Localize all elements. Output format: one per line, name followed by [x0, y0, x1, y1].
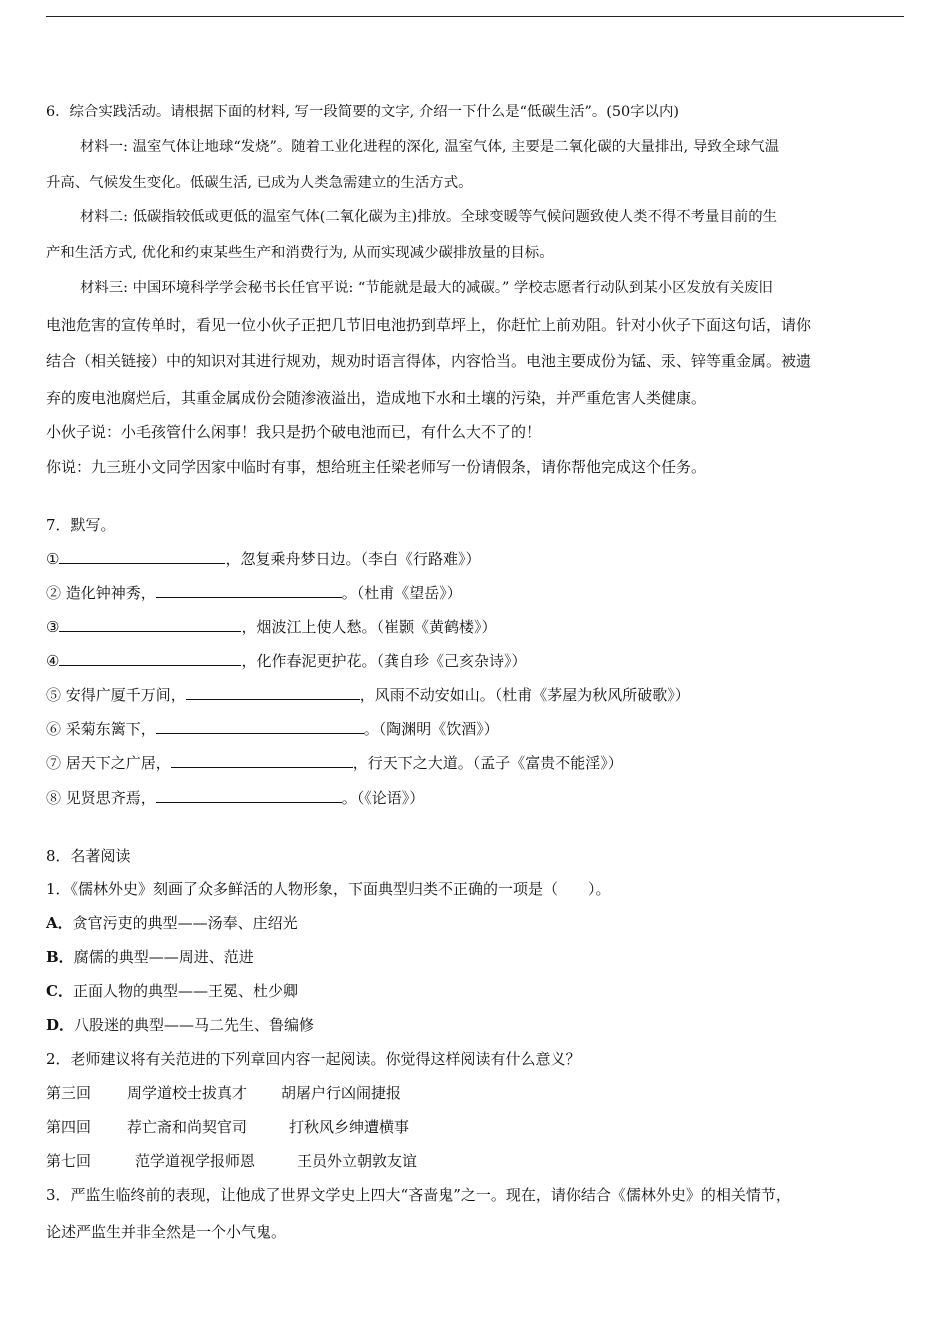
option-c[interactable]: C．正面人物的典型——王冕、杜少卿 [46, 982, 298, 1000]
chapter-row-7: 第七回 范学道视学报师恩 王员外立朝敦友谊 [46, 1152, 418, 1170]
young-man-says: 小伙子说：小毛孩管什么闲事！我只是扔个破电池而已，有什么大不了的！ [46, 423, 542, 441]
sub-question-1: 1．《儒林外史》刻画了众多鲜活的人物形象，下面典型归类不正确的一项是（ ）。 [46, 880, 611, 898]
dictation-item-4: ④ ，化作春泥更护花。（龚自珍《己亥杂诗》） [46, 652, 527, 670]
material-2-line-2: 产和生活方式, 优化和约束某些生产和消费行为, 从而实现减少碳排放量的目标。 [46, 245, 554, 261]
chapter-row-3: 第三回 周学道校士拔真才 胡屠户行凶闹捷报 [46, 1084, 402, 1102]
answer-blank[interactable] [156, 718, 364, 734]
dictation-item-8: ⑧ 见贤思齐焉， 。（《论语》） [46, 789, 425, 807]
sub-question-3-line-1: 3．严监生临终前的表现，让他成了世界文学史上四大“吝啬鬼”之一。现在，请你结合《儒林外史》的相关情节， [46, 1186, 791, 1204]
header-rule [46, 16, 904, 17]
material-3-line-1: 材料三: 中国环境科学学会秘书长任官平说: “节能就是最大的减碳。” 学校志愿者行动队到某小区发放有关废旧 [80, 280, 773, 296]
battery-paragraph-line-2: 结合（相关链接）中的知识对其进行规劝，规劝时语言得体，内容恰当。电池主要成份为锰、汞、锌等重金属。被遗 [46, 352, 812, 370]
battery-paragraph-line-3: 弃的废电池腐烂后，其重金属成份会随渗液溢出，造成地下水和土壤的污染，并严重危害人类健康。 [46, 389, 707, 407]
dictation-item-5: ⑤ 安得广厦千万间， ，风雨不动安如山。（杜甫《茅屋为秋风所破歌》） [46, 686, 690, 704]
dictation-item-1: ① ，忽复乘舟梦日边。（李白《行路难》） [46, 550, 481, 568]
material-1-line-1: 材料一: 温室气体让地球“发烧”。随着工业化进程的深化, 温室气体, 主要是二氧化碳的大量排出, 导致全球气温 [80, 139, 780, 155]
battery-paragraph-line-1: 电池危害的宣传单时，看见一位小伙子正把几节旧电池扔到草坪上，你赶忙上前劝阻。针对小伙子下面这句话，请你 [46, 316, 812, 334]
question-7-title: 7．默写。 [46, 516, 116, 534]
sub-question-3-line-2: 论述严监生并非全然是一个小气鬼。 [46, 1223, 287, 1241]
material-1-line-2: 升高、气候发生变化。低碳生活, 已成为人类急需建立的生活方式。 [46, 175, 473, 191]
sub-question-2: 2．老师建议将有关范进的下列章回内容一起阅读。你觉得这样阅读有什么意义？ [46, 1050, 581, 1068]
question-6-title: 6．综合实践活动。请根据下面的材料, 写一段简要的文字, 介绍一下什么是“低碳生活”。(50字以内) [46, 104, 679, 120]
dictation-item-3: ③ ，烟波江上使人愁。（崔颢《黄鹤楼》） [46, 618, 497, 636]
dictation-item-7: ⑦ 居天下之广居， ，行天下之大道。（孟子《富贵不能淫》） [46, 754, 623, 772]
answer-blank[interactable] [156, 582, 342, 598]
option-b[interactable]: B．腐儒的典型——周进、范进 [46, 948, 254, 966]
answer-blank[interactable] [59, 548, 225, 564]
answer-blank[interactable] [171, 752, 353, 768]
chapter-row-4: 第四回 荐亡斋和尚契官司 打秋风乡绅遭横事 [46, 1118, 410, 1136]
question-8-title: 8．名著阅读 [46, 847, 131, 865]
you-say: 你说：九三班小文同学因家中临时有事，想给班主任梁老师写一份请假条，请你帮他完成这个任务。 [46, 458, 707, 476]
answer-blank[interactable] [59, 616, 241, 632]
answer-blank[interactable] [156, 787, 342, 803]
dictation-item-6: ⑥ 采菊东篱下， 。（陶渊明《饮酒》） [46, 720, 499, 738]
dictation-item-2: ② 造化钟神秀， 。（杜甫《望岳》） [46, 584, 462, 602]
answer-blank[interactable] [59, 650, 241, 666]
answer-blank[interactable] [186, 684, 360, 700]
option-a[interactable]: A．贪官污吏的典型——汤奉、庄绍光 [46, 914, 298, 932]
option-d[interactable]: D．八股迷的典型——马二先生、鲁编修 [46, 1016, 315, 1034]
material-2-line-1: 材料二: 低碳指较低或更低的温室气体(二氧化碳为主)排放。全球变暖等气候问题致使人类不得不考量目前的生 [80, 209, 778, 225]
